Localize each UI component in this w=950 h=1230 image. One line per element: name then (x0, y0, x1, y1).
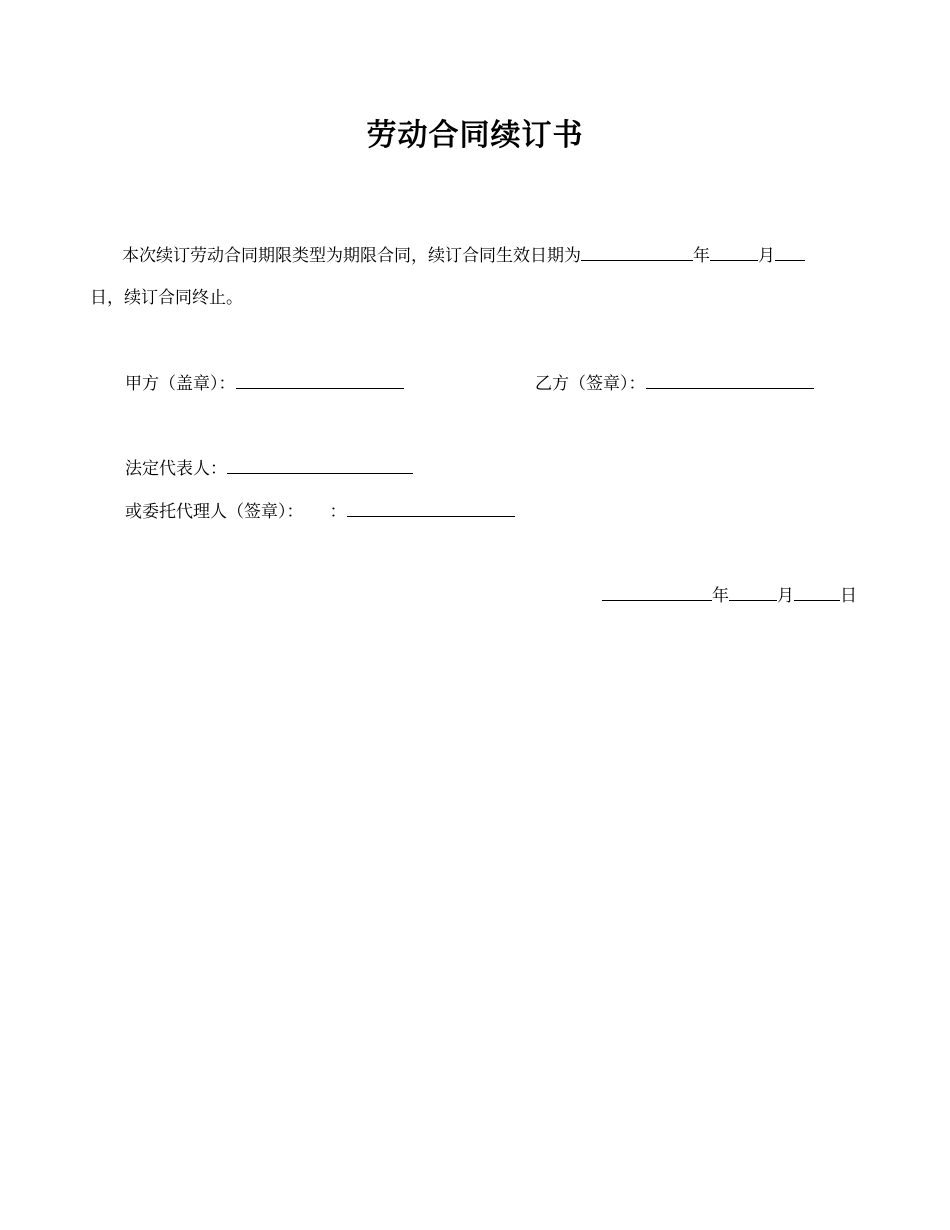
legal-representative-row (125, 455, 413, 481)
paragraph-year-label: 年 (693, 246, 710, 266)
agent-signature-row (125, 498, 515, 524)
signing-day-blank[interactable] (794, 582, 840, 601)
signing-month-blank[interactable] (729, 582, 777, 601)
paragraph-text-2: 日，续订合同终止。 (90, 288, 243, 308)
renewal-paragraph-line-1 (122, 242, 805, 268)
party-b-signature-row (535, 370, 814, 396)
agent-colon: ： (329, 502, 347, 522)
effective-year-blank[interactable] (581, 242, 693, 261)
agent-signature-blank[interactable] (347, 498, 515, 517)
party-a-label: 甲方（盖章）： (125, 374, 236, 394)
renewal-paragraph-line-2 (90, 286, 243, 310)
party-b-signature-blank[interactable] (646, 370, 814, 389)
paragraph-text-1: 本次续订劳动合同期限类型为期限合同，续订合同生效日期为 (122, 246, 581, 266)
party-b-label: 乙方（签章）： (535, 374, 646, 394)
legal-representative-label: 法定代表人： (125, 459, 227, 479)
paragraph-month-label: 月 (758, 246, 775, 266)
party-a-signature-blank[interactable] (236, 370, 404, 389)
document-title: 劳动合同续订书 (366, 118, 584, 153)
agent-label: 或委托代理人（签章）： (125, 502, 304, 522)
party-a-signature-row (125, 370, 404, 396)
signing-month-label: 月 (777, 586, 794, 606)
legal-representative-blank[interactable] (227, 455, 413, 474)
signing-year-label: 年 (712, 586, 729, 606)
signing-year-blank[interactable] (602, 582, 712, 601)
signing-day-label: 日 (840, 586, 857, 606)
signing-date-row (602, 582, 857, 608)
effective-month-blank[interactable] (710, 242, 758, 261)
effective-day-blank[interactable] (775, 242, 805, 261)
